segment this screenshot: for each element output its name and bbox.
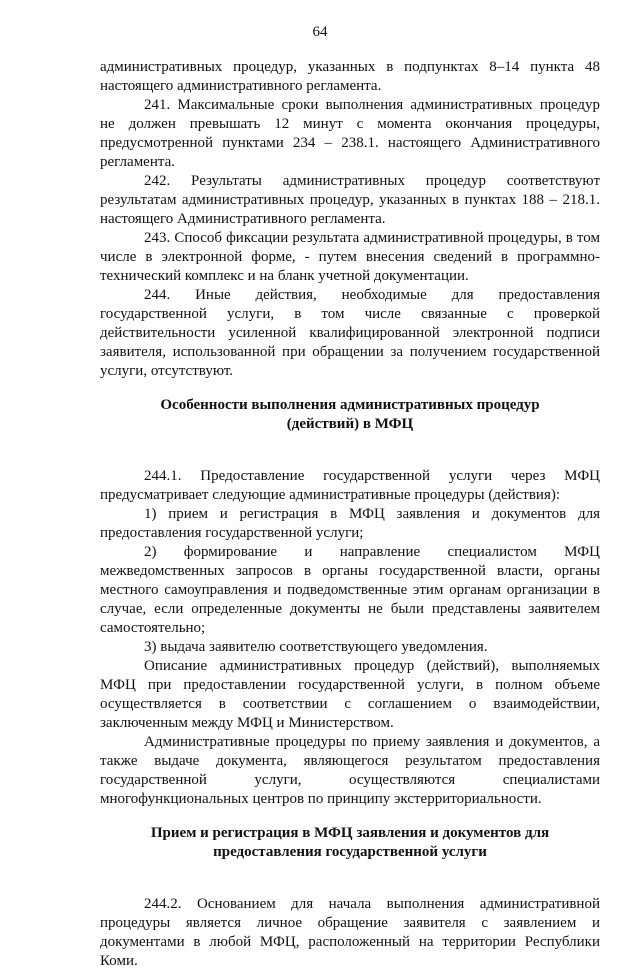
paragraph: 3) выдача заявителю соответствующего уведомления. bbox=[144, 639, 488, 655]
paragraph: административных процедур, указанных в подпунктах 8–14 пункта 48 настоящего административного регламента. bbox=[100, 59, 600, 94]
paragraph: 241. Максимальные сроки выполнения административных процедур не должен превышать 12 минут с момента окончания процедуры, предусмотренной пунктами 234 – 238.1. настоящего Административного регламента. bbox=[100, 97, 600, 170]
paragraph: Административные процедуры по приему заявления и документов, а также выдаче документа, являющегося результатом предоставления государственной услуги, осуществляются специалистами многофункциональных центров по принципу экстерриториальности. bbox=[100, 734, 600, 807]
paragraph: 242. Результаты административных процедур соответствуют результатам административных процедур, указанных в пунктах 188 – 218.1. настоящего Административного регламента. bbox=[100, 173, 600, 227]
document-body bbox=[100, 58, 600, 971]
section-heading: Особенности выполнения административных процедур (действий) в МФЦ bbox=[160, 397, 540, 432]
paragraph: 1) прием и регистрация в МФЦ заявления и документов для предоставления государственной услуги; bbox=[100, 506, 600, 541]
paragraph: 244.1. Предоставление государственной услуги через МФЦ предусматривает следующие административные процедуры (действия): bbox=[100, 468, 600, 503]
paragraph: 2) формирование и направление специалистом МФЦ межведомственных запросов в органы государственной власти, органы местного самоуправления и подведомственные этим органам организации в случае, если определенные документы не были представлены заявителем самостоятельно; bbox=[100, 544, 600, 636]
paragraph: Описание административных процедур (действий), выполняемых МФЦ при предоставлении государственной услуги, в полном объеме осуществляется в соответствии с соглашением о взаимодействии, заключенным между МФЦ и Министерством. bbox=[100, 658, 600, 731]
section-heading: Прием и регистрация в МФЦ заявления и документов для предоставления государственной услуги bbox=[150, 825, 550, 860]
paragraph: 243. Способ фиксации результата административной процедуры, в том числе в электронной форме, - путем внесения сведений в программно-технический комплекс и на бланк учетной документации. bbox=[100, 230, 600, 284]
paragraph: 244.2. Основанием для начала выполнения административной процедуры является личное обращение заявителя с заявлением и документами в любой МФЦ, расположенный на территории Республики Коми. bbox=[100, 896, 600, 969]
page-number: 64 bbox=[312, 24, 328, 40]
paragraph: 244. Иные действия, необходимые для предоставления государственной услуги, в том числе связанные с проверкой действительности усиленной квалифицированной электронной подписи заявителя, использованной при обращении за получением государственной услуги, отсутствуют. bbox=[100, 287, 600, 379]
